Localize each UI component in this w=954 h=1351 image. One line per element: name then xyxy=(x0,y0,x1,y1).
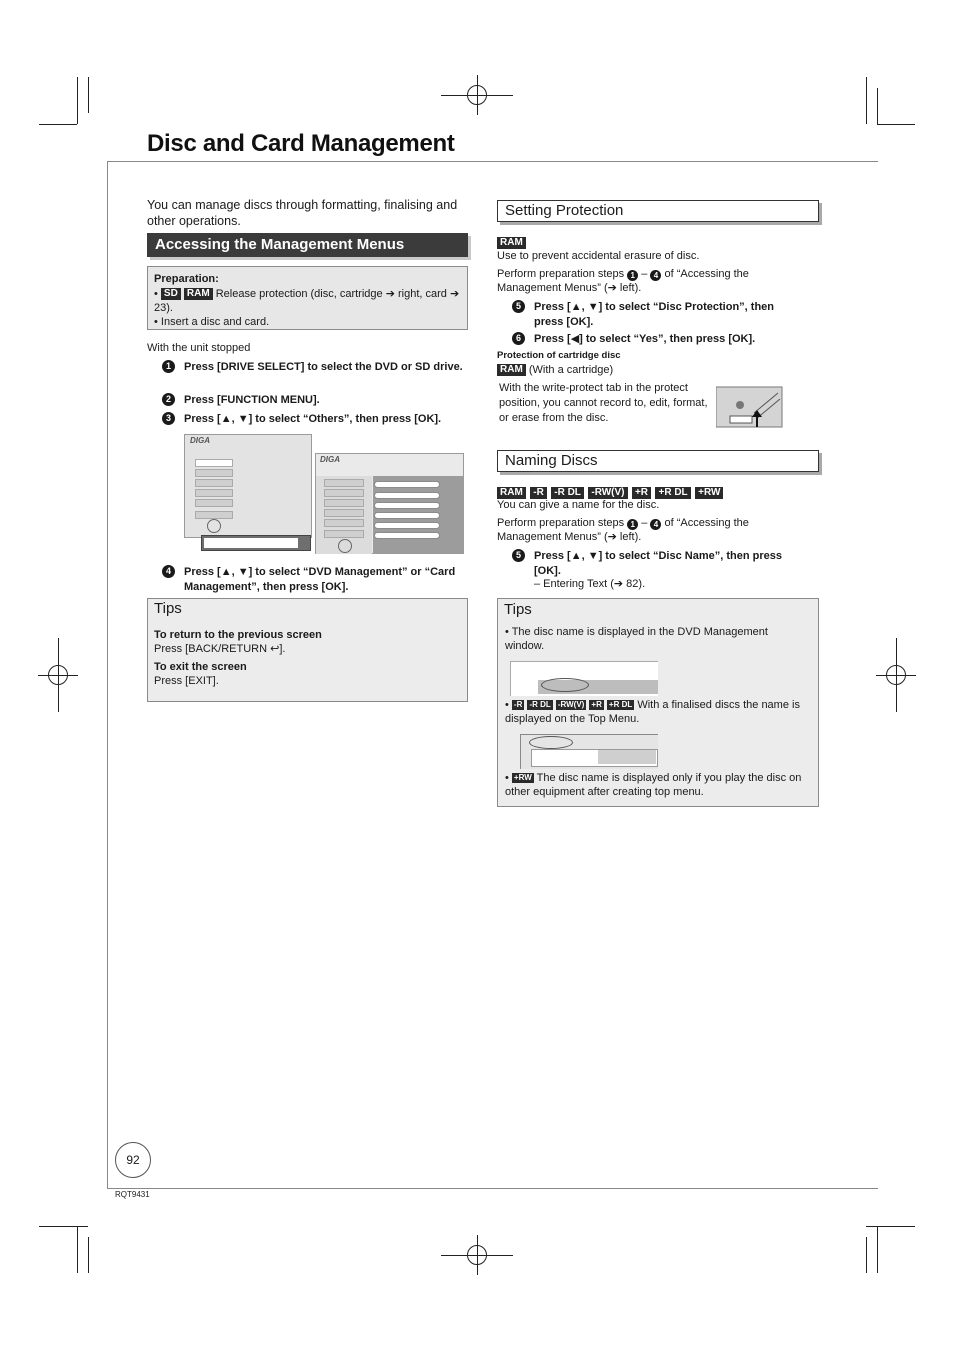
tip-text: Press [EXIT]. xyxy=(154,675,219,687)
prep-text-a: Perform preparation steps xyxy=(497,517,625,529)
tip-text: With a finalised discs the name is displayed on the Top Menu. xyxy=(505,699,800,725)
preparation-line-2: • Insert a disc and card. xyxy=(154,316,270,328)
highlight-ellipse xyxy=(541,678,589,692)
tip-text: Press [BACK/RETURN ↩]. xyxy=(154,643,286,655)
function-menu-screen xyxy=(184,434,312,538)
menu-item xyxy=(324,479,364,487)
preparation-text: Release protection (disc, cartridge ➔ right, card ➔ 23). xyxy=(154,288,460,314)
submenu-item xyxy=(374,532,440,539)
step-ref: 4 xyxy=(650,270,661,281)
badge-plus-r: +R xyxy=(591,700,602,709)
submenu-item xyxy=(374,492,440,499)
prep-text-b: of “Accessing the Management Menus” (➔ left). xyxy=(497,268,749,294)
diga-logo: DIGA xyxy=(190,436,210,445)
badge-label: RAM xyxy=(497,237,526,249)
step-number: 1 xyxy=(162,360,175,373)
disc-icon xyxy=(207,519,221,533)
submenu-item xyxy=(374,522,440,529)
menu-item xyxy=(195,499,233,507)
submenu-item xyxy=(374,512,440,519)
step-text: Press [▲, ▼] to select “Disc Name”, then press [OK]. xyxy=(534,550,782,577)
tips-box-right xyxy=(497,598,819,807)
step-text: Press [◀] to select “Yes”, then press [OK]. xyxy=(534,333,756,345)
step-number: 5 xyxy=(512,549,525,562)
protection-prep: Perform preparation steps 1 – 4 of “Accessing the Management Menus” (➔ left). xyxy=(497,268,749,294)
menu-item xyxy=(195,459,233,467)
arrow-graphic xyxy=(201,535,311,551)
step-number: 3 xyxy=(162,412,175,425)
tip-1: • The disc name is displayed in the DVD Management window. xyxy=(505,626,768,652)
preparation-box xyxy=(147,266,468,330)
step-number: 2 xyxy=(162,393,175,406)
cartridge-illustration xyxy=(716,383,783,429)
document-code: RQT9431 xyxy=(115,1190,150,1199)
preparation-line-1: • SD RAM Release protection (disc, cartridge ➔ right, card ➔ 23). xyxy=(154,288,460,314)
protection-desc: Use to prevent accidental erasure of disc. xyxy=(497,250,700,262)
step-ref: 1 xyxy=(627,519,638,530)
badge-rw-v: -RW(V) xyxy=(588,487,627,499)
step-text: Press [FUNCTION MENU]. xyxy=(184,394,320,406)
cartridge-badge-line xyxy=(497,363,613,377)
menu-item xyxy=(324,519,364,527)
step-number: 5 xyxy=(512,300,525,313)
tip-2: • -R -R DL -RW(V) +R +R DL With a finalised discs the name is displayed on the Top Menu. xyxy=(505,699,800,725)
step-number: 4 xyxy=(162,565,175,578)
cartridge-title: Protection of cartridge disc xyxy=(497,350,621,361)
badge-ram: RAM xyxy=(497,487,526,499)
submenu-item xyxy=(374,481,440,488)
section-heading-management-menus: Accessing the Management Menus xyxy=(147,233,468,257)
submenu-item xyxy=(374,502,440,509)
badge-sd: SD xyxy=(161,288,181,300)
naming-desc: You can give a name for the disc. xyxy=(497,499,660,511)
cartridge-text: With the write-protect tab in the protect position, you cannot record to, edit, format, or erase from the disc. xyxy=(499,382,708,424)
menu-item xyxy=(195,469,233,477)
badge-r: -R xyxy=(530,487,547,499)
step-text: Press [▲, ▼] to select “Disc Protection”, then press [OK]. xyxy=(534,301,774,328)
dvd-management-window xyxy=(510,661,658,696)
badge-rw-v: -RW(V) xyxy=(557,700,585,709)
page-number: 92 xyxy=(115,1142,151,1178)
step-text: Press [DRIVE SELECT] to select the DVD or SD drive. xyxy=(184,361,463,373)
step-ref: 1 xyxy=(627,270,638,281)
menu-item xyxy=(195,489,233,497)
step-subnote: – Entering Text (➔ 82). xyxy=(534,578,646,590)
prep-text-b: of “Accessing the Management Menus” (➔ left). xyxy=(497,517,749,543)
menu-item xyxy=(324,530,364,538)
step-number: 6 xyxy=(512,332,525,345)
step-text: Press [▲, ▼] to select “DVD Management” or “Card Management”, then press [OK]. xyxy=(184,566,456,593)
divider xyxy=(107,161,108,1189)
menu-item xyxy=(195,479,233,487)
badge-ram: RAM xyxy=(497,364,526,376)
menu-item xyxy=(324,509,364,517)
preparation-label: Preparation: xyxy=(154,273,219,285)
naming-prep: Perform preparation steps 1 – 4 of “Accessing the Management Menus” (➔ left). xyxy=(497,517,749,543)
highlight-ellipse xyxy=(529,736,573,749)
tips-title: Tips xyxy=(154,600,182,617)
diga-logo: DIGA xyxy=(320,455,340,464)
step-text: Press [▲, ▼] to select “Others”, then press [OK]. xyxy=(184,413,442,425)
menu-item xyxy=(195,511,233,519)
top-menu-window xyxy=(520,734,658,769)
divider xyxy=(107,161,878,162)
badge-r-dl: -R DL xyxy=(529,700,551,709)
section-heading-setting-protection: Setting Protection xyxy=(497,200,819,222)
menu-item xyxy=(324,499,364,507)
tips-title: Tips xyxy=(504,601,532,618)
disc-icon xyxy=(338,539,352,553)
tip-heading: To return to the previous screen xyxy=(154,629,322,641)
badge-r-dl: -R DL xyxy=(551,487,584,499)
tip-3: • +RW The disc name is displayed only if you play the disc on other equipment after creating top menu. xyxy=(505,772,802,798)
badge-r: -R xyxy=(513,700,523,709)
intro-text: You can manage discs through formatting, finalising and other operations. xyxy=(147,198,458,228)
tips-box-left xyxy=(147,598,468,702)
with-unit-stopped: With the unit stopped xyxy=(147,342,251,354)
section-heading-naming-discs: Naming Discs xyxy=(497,450,819,472)
others-menu-screen xyxy=(315,453,464,554)
prep-text-a: Perform preparation steps xyxy=(497,268,625,280)
badge-plus-r-dl: +R DL xyxy=(608,700,633,709)
tip-heading: To exit the screen xyxy=(154,661,247,673)
badge-plus-rw: +RW xyxy=(513,773,532,782)
badge-plus-r: +R xyxy=(632,487,651,499)
badge-plus-rw: +RW xyxy=(695,487,723,499)
step-ref: 4 xyxy=(650,519,661,530)
page-title: Disc and Card Management xyxy=(147,130,455,157)
menu-item xyxy=(324,489,364,497)
cartridge-note: (With a cartridge) xyxy=(528,364,614,376)
divider xyxy=(107,1188,878,1189)
badge-ram: RAM xyxy=(184,288,213,300)
badge-plus-r-dl: +R DL xyxy=(655,487,690,499)
tip-text: The disc name is displayed only if you play the disc on other equipment after creating top menu. xyxy=(505,772,802,798)
